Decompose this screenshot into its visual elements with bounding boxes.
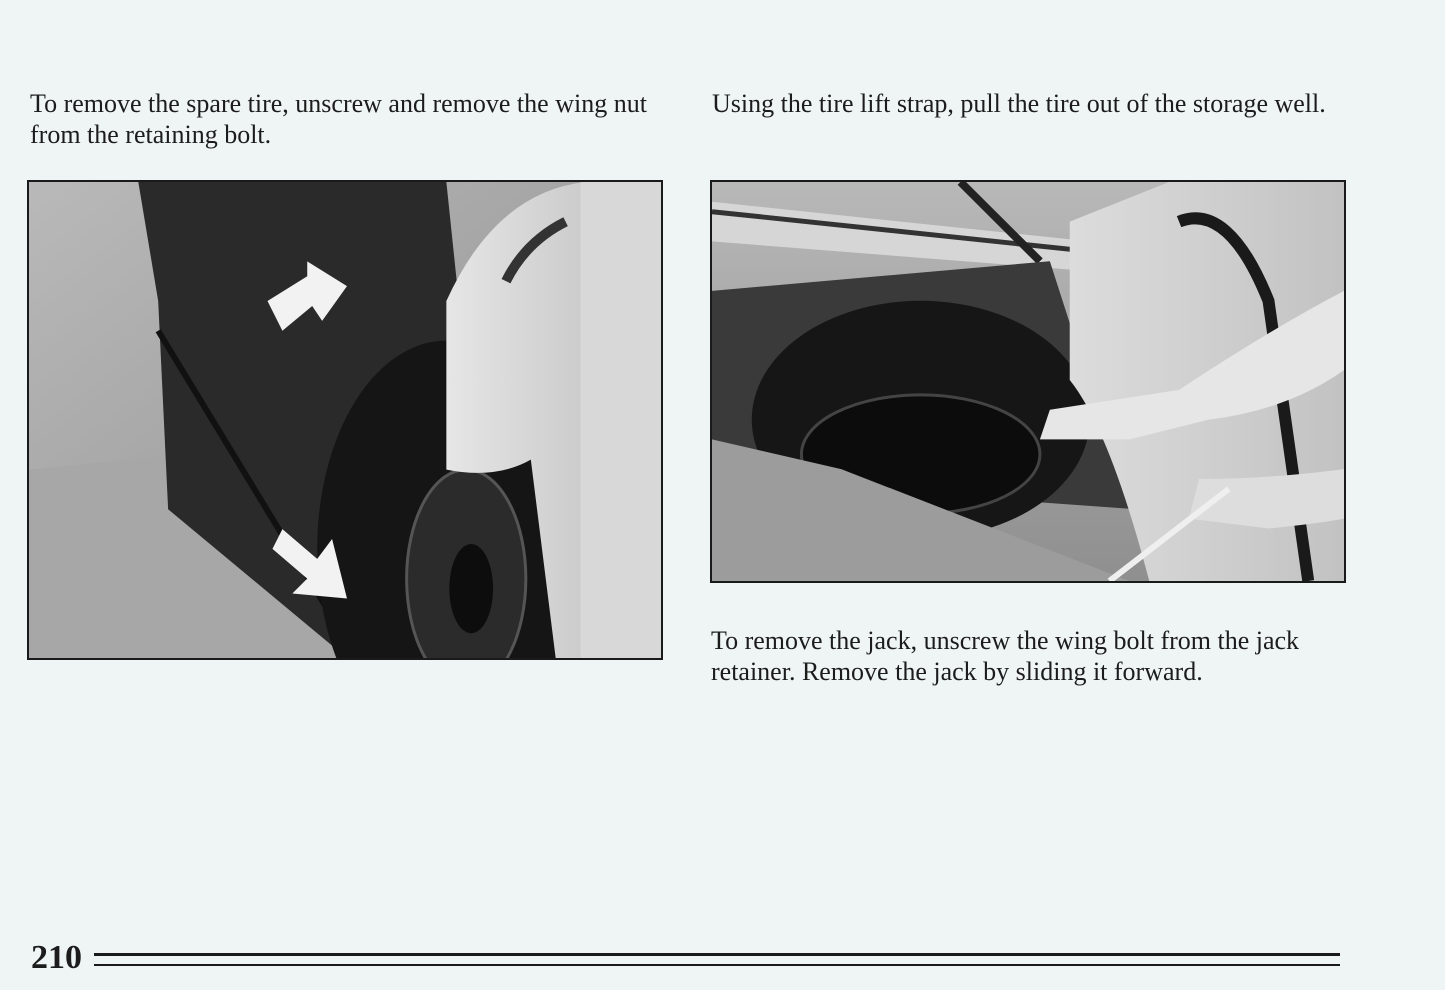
instruction-lift-strap: Using the tire lift strap, pull the tire out of the storage well. <box>712 89 1326 118</box>
footer-rule-bottom <box>94 964 1340 966</box>
instruction-spare-tire: To remove the spare tire, unscrew and remove the wing nut from the retaining bolt. <box>30 89 647 149</box>
page-number: 210 <box>31 939 82 976</box>
footer-rule-top <box>94 953 1340 956</box>
photo-tire-lift-strap <box>710 180 1346 583</box>
instruction-jack: To remove the jack, unscrew the wing bolt from the jack retainer. Remove the jack by sliding it forward. <box>711 626 1300 686</box>
photo-wing-nut-retaining-bolt <box>27 180 663 660</box>
